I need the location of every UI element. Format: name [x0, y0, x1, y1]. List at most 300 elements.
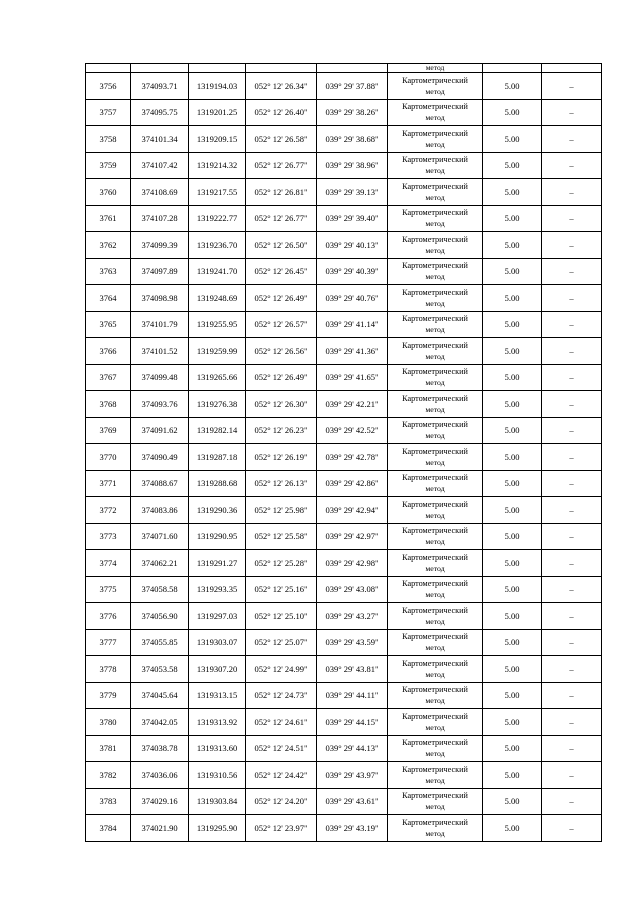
method-line2: метод: [425, 325, 445, 335]
header-cell: [189, 64, 246, 73]
table-row: [86, 338, 602, 365]
precision-value: 5.00: [483, 682, 542, 709]
table-row: [86, 709, 602, 736]
x-coordinate: 374099.39: [131, 232, 189, 259]
method-line2: метод: [425, 457, 445, 467]
point-number: 3764: [86, 285, 131, 312]
y-coordinate: 1319313.92: [189, 709, 246, 736]
latitude: 052° 12' 26.49": [246, 285, 317, 312]
longitude: 039° 29' 42.97": [317, 523, 388, 550]
precision-value: 5.00: [483, 258, 542, 285]
table-row: [86, 682, 602, 709]
latitude: 052° 12' 26.49": [246, 364, 317, 391]
longitude: 039° 29' 43.81": [317, 656, 388, 683]
dash-value: –: [542, 205, 602, 232]
x-coordinate: 374036.06: [131, 762, 189, 789]
precision-value: 5.00: [483, 523, 542, 550]
method-line1: Картометрический: [402, 738, 468, 748]
point-number: 3765: [86, 311, 131, 338]
table-row: [86, 815, 602, 842]
y-coordinate: 1319214.32: [189, 152, 246, 179]
dash-value: –: [542, 99, 602, 126]
point-number: 3782: [86, 762, 131, 789]
method-cell: [388, 285, 483, 312]
dash-value: –: [542, 550, 602, 577]
precision-value: 5.00: [483, 232, 542, 259]
y-coordinate: 1319194.03: [189, 73, 246, 100]
method-line2: метод: [425, 590, 445, 600]
method-line1: Картометрический: [402, 208, 468, 218]
method-line2: метод: [425, 219, 445, 229]
point-number: 3767: [86, 364, 131, 391]
longitude: 039° 29' 44.15": [317, 709, 388, 736]
y-coordinate: 1319248.69: [189, 285, 246, 312]
y-coordinate: 1319313.60: [189, 735, 246, 762]
method-cell: [388, 629, 483, 656]
longitude: 039° 29' 41.14": [317, 311, 388, 338]
point-number: 3770: [86, 444, 131, 471]
method-line1: Картометрический: [402, 579, 468, 589]
method-cell: [388, 73, 483, 100]
point-number: 3784: [86, 815, 131, 842]
method-cell: [388, 152, 483, 179]
dash-value: –: [542, 788, 602, 815]
table-row: [86, 629, 602, 656]
x-coordinate: 374101.34: [131, 126, 189, 153]
longitude: 039° 29' 41.36": [317, 338, 388, 365]
dash-value: –: [542, 523, 602, 550]
longitude: 039° 29' 40.13": [317, 232, 388, 259]
latitude: 052° 12' 26.56": [246, 338, 317, 365]
x-coordinate: 374095.75: [131, 99, 189, 126]
point-number: 3776: [86, 603, 131, 630]
x-coordinate: 374062.21: [131, 550, 189, 577]
y-coordinate: 1319241.70: [189, 258, 246, 285]
x-coordinate: 374058.58: [131, 576, 189, 603]
method-cell: [388, 815, 483, 842]
precision-value: 5.00: [483, 576, 542, 603]
method-line2: метод: [425, 431, 445, 441]
latitude: 052° 12' 25.28": [246, 550, 317, 577]
latitude: 052° 12' 24.99": [246, 656, 317, 683]
precision-value: 5.00: [483, 205, 542, 232]
method-cell: [388, 126, 483, 153]
latitude: 052° 12' 26.58": [246, 126, 317, 153]
precision-value: 5.00: [483, 179, 542, 206]
method-line2: метод: [425, 351, 445, 361]
latitude: 052° 12' 26.81": [246, 179, 317, 206]
method-line2: метод: [425, 696, 445, 706]
precision-value: 5.00: [483, 364, 542, 391]
dash-value: –: [542, 682, 602, 709]
y-coordinate: 1319303.84: [189, 788, 246, 815]
point-number: 3763: [86, 258, 131, 285]
table-row: [86, 576, 602, 603]
method-line2: метод: [425, 563, 445, 573]
table-row: [86, 470, 602, 497]
method-line1: Картометрический: [402, 552, 468, 562]
method-line1: Картометрический: [402, 658, 468, 668]
method-line1: Картометрический: [402, 75, 468, 85]
method-line1: Картометрический: [402, 817, 468, 827]
x-coordinate: 374107.42: [131, 152, 189, 179]
precision-value: 5.00: [483, 338, 542, 365]
latitude: 052° 12' 26.77": [246, 152, 317, 179]
y-coordinate: 1319222.77: [189, 205, 246, 232]
y-coordinate: 1319201.25: [189, 99, 246, 126]
method-cell: [388, 391, 483, 418]
method-line1: Картометрический: [402, 393, 468, 403]
point-number: 3757: [86, 99, 131, 126]
point-number: 3772: [86, 497, 131, 524]
dash-value: –: [542, 444, 602, 471]
y-coordinate: 1319265.66: [189, 364, 246, 391]
table-row: [86, 762, 602, 789]
longitude: 039° 29' 43.61": [317, 788, 388, 815]
latitude: 052° 12' 25.16": [246, 576, 317, 603]
dash-value: –: [542, 179, 602, 206]
longitude: 039° 29' 43.19": [317, 815, 388, 842]
x-coordinate: 374071.60: [131, 523, 189, 550]
y-coordinate: 1319307.20: [189, 656, 246, 683]
table-row: [86, 99, 602, 126]
latitude: 052° 12' 26.50": [246, 232, 317, 259]
method-line2: метод: [425, 510, 445, 520]
precision-value: 5.00: [483, 762, 542, 789]
method-cell: [388, 232, 483, 259]
latitude: 052° 12' 26.57": [246, 311, 317, 338]
y-coordinate: 1319313.15: [189, 682, 246, 709]
table-row: [86, 179, 602, 206]
y-coordinate: 1319287.18: [189, 444, 246, 471]
method-cell: [388, 523, 483, 550]
method-line2: метод: [425, 616, 445, 626]
latitude: 052° 12' 25.98": [246, 497, 317, 524]
precision-value: 5.00: [483, 550, 542, 577]
point-number: 3783: [86, 788, 131, 815]
x-coordinate: 374090.49: [131, 444, 189, 471]
method-line1: Картометрический: [402, 234, 468, 244]
method-cell: [388, 258, 483, 285]
point-number: 3766: [86, 338, 131, 365]
y-coordinate: 1319297.03: [189, 603, 246, 630]
method-line1: Картометрический: [402, 367, 468, 377]
method-line2: метод: [425, 749, 445, 759]
method-line2: метод: [425, 245, 445, 255]
precision-value: 5.00: [483, 285, 542, 312]
y-coordinate: 1319209.15: [189, 126, 246, 153]
point-number: 3759: [86, 152, 131, 179]
latitude: 052° 12' 25.07": [246, 629, 317, 656]
y-coordinate: 1319217.55: [189, 179, 246, 206]
table-row: [86, 735, 602, 762]
method-line1: Картометрический: [402, 261, 468, 271]
precision-value: 5.00: [483, 815, 542, 842]
x-coordinate: 374099.48: [131, 364, 189, 391]
method-line2: метод: [425, 669, 445, 679]
latitude: 052° 12' 26.34": [246, 73, 317, 100]
method-line1: Картометрический: [402, 499, 468, 509]
method-cell: [388, 470, 483, 497]
point-number: 3773: [86, 523, 131, 550]
longitude: 039° 29' 40.76": [317, 285, 388, 312]
x-coordinate: 374088.67: [131, 470, 189, 497]
method-cell: [388, 788, 483, 815]
longitude: 039° 29' 43.27": [317, 603, 388, 630]
dash-value: –: [542, 126, 602, 153]
method-line1: Картометрический: [402, 287, 468, 297]
method-cell: [388, 417, 483, 444]
method-line2: метод: [425, 113, 445, 123]
longitude: 039° 29' 42.52": [317, 417, 388, 444]
method-line1: Картометрический: [402, 314, 468, 324]
method-line2: метод: [425, 722, 445, 732]
precision-value: 5.00: [483, 470, 542, 497]
method-line1: Картометрический: [402, 128, 468, 138]
table-row: [86, 550, 602, 577]
dash-value: –: [542, 603, 602, 630]
header-cell: [317, 64, 388, 73]
x-coordinate: 374029.16: [131, 788, 189, 815]
longitude: 039° 29' 38.68": [317, 126, 388, 153]
method-cell: [388, 497, 483, 524]
method-line2: метод: [425, 139, 445, 149]
method-line2: метод: [425, 802, 445, 812]
method-cell: [388, 576, 483, 603]
point-number: 3758: [86, 126, 131, 153]
method-line2: метод: [425, 775, 445, 785]
longitude: 039° 29' 38.26": [317, 99, 388, 126]
precision-value: 5.00: [483, 73, 542, 100]
method-cell: [388, 99, 483, 126]
method-line2: метод: [425, 272, 445, 282]
dash-value: –: [542, 815, 602, 842]
method-line1: Картометрический: [402, 632, 468, 642]
y-coordinate: 1319255.95: [189, 311, 246, 338]
point-number: 3775: [86, 576, 131, 603]
header-cell: [131, 64, 189, 73]
latitude: 052° 12' 24.51": [246, 735, 317, 762]
y-coordinate: 1319293.35: [189, 576, 246, 603]
longitude: 039° 29' 42.86": [317, 470, 388, 497]
y-coordinate: 1319288.68: [189, 470, 246, 497]
longitude: 039° 29' 38.96": [317, 152, 388, 179]
header-cell: [86, 64, 131, 73]
x-coordinate: 374097.89: [131, 258, 189, 285]
x-coordinate: 374108.69: [131, 179, 189, 206]
precision-value: 5.00: [483, 656, 542, 683]
x-coordinate: 374093.76: [131, 391, 189, 418]
latitude: 052° 12' 26.19": [246, 444, 317, 471]
method-line1: Картометрический: [402, 446, 468, 456]
latitude: 052° 12' 24.20": [246, 788, 317, 815]
latitude: 052° 12' 24.42": [246, 762, 317, 789]
y-coordinate: 1319290.36: [189, 497, 246, 524]
precision-value: 5.00: [483, 99, 542, 126]
method-line2: метод: [425, 404, 445, 414]
x-coordinate: 374093.71: [131, 73, 189, 100]
precision-value: 5.00: [483, 152, 542, 179]
latitude: 052° 12' 24.61": [246, 709, 317, 736]
longitude: 039° 29' 39.13": [317, 179, 388, 206]
y-coordinate: 1319259.99: [189, 338, 246, 365]
method-cell: [388, 179, 483, 206]
dash-value: –: [542, 364, 602, 391]
longitude: 039° 29' 42.78": [317, 444, 388, 471]
point-number: 3756: [86, 73, 131, 100]
method-line2: метод: [425, 484, 445, 494]
table-row: [86, 417, 602, 444]
point-number: 3769: [86, 417, 131, 444]
latitude: 052° 12' 23.97": [246, 815, 317, 842]
dash-value: –: [542, 629, 602, 656]
method-line2: метод: [425, 298, 445, 308]
point-number: 3781: [86, 735, 131, 762]
x-coordinate: 374038.78: [131, 735, 189, 762]
point-number: 3779: [86, 682, 131, 709]
method-cell: [388, 550, 483, 577]
dash-value: –: [542, 73, 602, 100]
precision-value: 5.00: [483, 709, 542, 736]
method-line1: Картометрический: [402, 605, 468, 615]
dash-value: –: [542, 735, 602, 762]
point-number: 3768: [86, 391, 131, 418]
header-cell: [246, 64, 317, 73]
point-number: 3777: [86, 629, 131, 656]
method-cell: [388, 656, 483, 683]
method-line2: метод: [425, 828, 445, 838]
dash-value: –: [542, 338, 602, 365]
precision-value: 5.00: [483, 444, 542, 471]
table-row: [86, 311, 602, 338]
y-coordinate: 1319303.07: [189, 629, 246, 656]
method-cell: [388, 205, 483, 232]
dash-value: –: [542, 762, 602, 789]
table-row: [86, 523, 602, 550]
y-coordinate: 1319236.70: [189, 232, 246, 259]
x-coordinate: 374056.90: [131, 603, 189, 630]
method-line1: Картометрический: [402, 181, 468, 191]
dash-value: –: [542, 311, 602, 338]
longitude: 039° 29' 39.40": [317, 205, 388, 232]
precision-value: 5.00: [483, 629, 542, 656]
dash-value: –: [542, 232, 602, 259]
precision-value: 5.00: [483, 126, 542, 153]
method-line1: Картометрический: [402, 420, 468, 430]
header-cell: [483, 64, 542, 73]
precision-value: 5.00: [483, 391, 542, 418]
method-line1: Картометрический: [402, 155, 468, 165]
method-line2: метод: [425, 86, 445, 96]
method-cell: [388, 709, 483, 736]
x-coordinate: 374055.85: [131, 629, 189, 656]
precision-value: 5.00: [483, 497, 542, 524]
dash-value: –: [542, 285, 602, 312]
precision-value: 5.00: [483, 603, 542, 630]
table-row: [86, 73, 602, 100]
table-row: [86, 258, 602, 285]
x-coordinate: 374083.86: [131, 497, 189, 524]
y-coordinate: 1319276.38: [189, 391, 246, 418]
longitude: 039° 29' 43.59": [317, 629, 388, 656]
method-line1: Картометрический: [402, 711, 468, 721]
dash-value: –: [542, 152, 602, 179]
method-line1: Картометрический: [402, 526, 468, 536]
y-coordinate: 1319310.56: [189, 762, 246, 789]
x-coordinate: 374101.52: [131, 338, 189, 365]
coordinates-table: [85, 63, 602, 842]
table-header-remnant: [86, 64, 602, 73]
method-cell: [388, 311, 483, 338]
dash-value: –: [542, 656, 602, 683]
x-coordinate: 374098.98: [131, 285, 189, 312]
latitude: 052° 12' 26.13": [246, 470, 317, 497]
method-line2: метод: [425, 378, 445, 388]
longitude: 039° 29' 41.65": [317, 364, 388, 391]
method-cell: [388, 338, 483, 365]
x-coordinate: 374042.05: [131, 709, 189, 736]
latitude: 052° 12' 26.30": [246, 391, 317, 418]
longitude: 039° 29' 37.88": [317, 73, 388, 100]
longitude: 039° 29' 42.94": [317, 497, 388, 524]
method-line1: Картометрический: [402, 764, 468, 774]
point-number: 3778: [86, 656, 131, 683]
method-line1: Картометрический: [402, 340, 468, 350]
point-number: 3774: [86, 550, 131, 577]
longitude: 039° 29' 44.11": [317, 682, 388, 709]
precision-value: 5.00: [483, 788, 542, 815]
x-coordinate: 374107.28: [131, 205, 189, 232]
table-row: [86, 152, 602, 179]
dash-value: –: [542, 497, 602, 524]
method-cell: [388, 444, 483, 471]
latitude: 052° 12' 25.10": [246, 603, 317, 630]
longitude: 039° 29' 43.08": [317, 576, 388, 603]
dash-value: –: [542, 576, 602, 603]
method-line2: метод: [425, 192, 445, 202]
latitude: 052° 12' 26.77": [246, 205, 317, 232]
method-line1: Картометрический: [402, 473, 468, 483]
header-cell: [542, 64, 602, 73]
point-number: 3760: [86, 179, 131, 206]
x-coordinate: 374101.79: [131, 311, 189, 338]
table-row: [86, 788, 602, 815]
point-number: 3761: [86, 205, 131, 232]
table-row: [86, 285, 602, 312]
precision-value: 5.00: [483, 735, 542, 762]
method-line2: метод: [425, 537, 445, 547]
method-cell: [388, 682, 483, 709]
latitude: 052° 12' 26.23": [246, 417, 317, 444]
x-coordinate: 374053.58: [131, 656, 189, 683]
longitude: 039° 29' 43.97": [317, 762, 388, 789]
x-coordinate: 374091.62: [131, 417, 189, 444]
y-coordinate: 1319290.95: [189, 523, 246, 550]
dash-value: –: [542, 709, 602, 736]
table-row: [86, 205, 602, 232]
point-number: 3780: [86, 709, 131, 736]
precision-value: 5.00: [483, 417, 542, 444]
latitude: 052° 12' 26.40": [246, 99, 317, 126]
x-coordinate: 374021.90: [131, 815, 189, 842]
table-row: [86, 444, 602, 471]
method-cell: [388, 762, 483, 789]
method-cell: [388, 364, 483, 391]
latitude: 052° 12' 25.58": [246, 523, 317, 550]
longitude: 039° 29' 44.13": [317, 735, 388, 762]
table-row: [86, 232, 602, 259]
table-row: [86, 126, 602, 153]
